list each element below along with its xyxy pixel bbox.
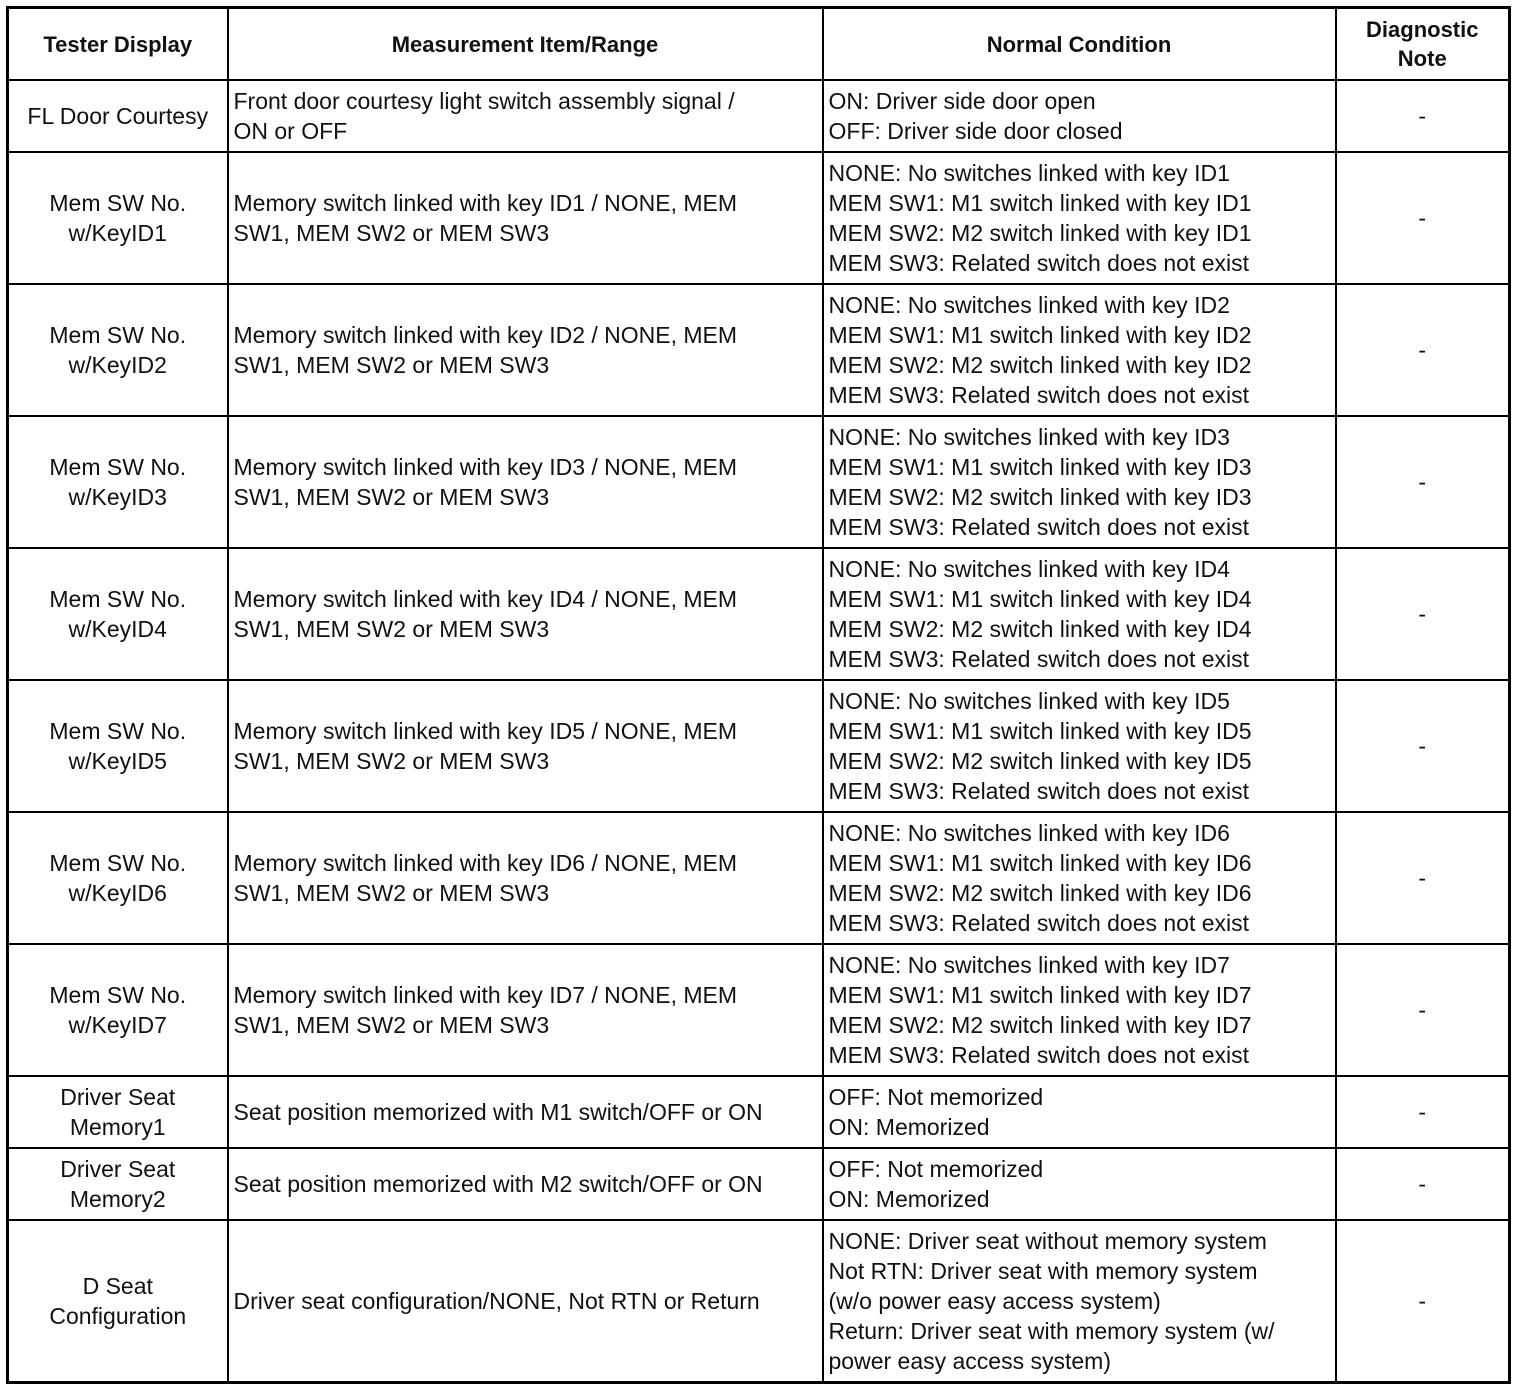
measurement-item-cell-line: SW1, MEM SW2 or MEM SW3 [233, 352, 550, 378]
measurement-item-cell-line: Seat position memorized with M1 switch/OFF or ON [233, 1099, 763, 1125]
normal-condition-cell-line: Return: Driver seat with memory system (w/ [828, 1318, 1275, 1344]
measurement-item-cell [228, 1076, 823, 1148]
normal-condition-cell-line: ON: Memorized [828, 1114, 990, 1140]
diagnostic-note-cell: - [1336, 284, 1510, 416]
normal-condition-cell-line: MEM SW1: M1 switch linked with key ID3 [828, 454, 1252, 480]
tester-display-cell [8, 416, 228, 548]
normal-condition-cell-line: MEM SW1: M1 switch linked with key ID6 [828, 850, 1252, 876]
tester-display-cell [8, 680, 228, 812]
header-diagnostic-note [1336, 8, 1510, 81]
measurement-item-cell-line: Memory switch linked with key ID3 / NONE, MEM [233, 454, 738, 480]
measurement-item-cell-line: SW1, MEM SW2 or MEM SW3 [233, 748, 550, 774]
table-body [8, 80, 1510, 1383]
normal-condition-cell-line: MEM SW2: M2 switch linked with key ID3 [828, 484, 1252, 510]
table-row [8, 812, 1510, 944]
measurement-item-cell [228, 152, 823, 284]
measurement-item-cell-line: Driver seat configuration/NONE, Not RTN or Return [233, 1288, 760, 1314]
diagnostic-note-cell: - [1336, 1076, 1510, 1148]
tester-display-cell [8, 812, 228, 944]
normal-condition-cell [823, 152, 1336, 284]
normal-condition-cell-line: NONE: No switches linked with key ID1 [828, 160, 1230, 186]
diagnostic-note-cell: - [1336, 152, 1510, 284]
diagnostic-note-cell: - [1336, 944, 1510, 1076]
tester-display-cell [8, 1148, 228, 1220]
table-row [8, 284, 1510, 416]
measurement-item-cell [228, 944, 823, 1076]
measurement-item-cell [228, 284, 823, 416]
normal-condition-cell-line: NONE: No switches linked with key ID7 [828, 952, 1230, 978]
normal-condition-cell-line: MEM SW2: M2 switch linked with key ID2 [828, 352, 1252, 378]
tester-display-cell [8, 284, 228, 416]
measurement-item-cell [228, 812, 823, 944]
tester-display-cell-line: w/KeyID2 [68, 352, 167, 378]
measurement-item-cell-line: Memory switch linked with key ID7 / NONE, MEM [233, 982, 738, 1008]
diagnostic-note-cell: - [1336, 80, 1510, 152]
tester-display-cell-line: Memory1 [69, 1114, 166, 1140]
normal-condition-cell-line: MEM SW3: Related switch does not exist [828, 646, 1250, 672]
measurement-item-cell-line: ON or OFF [233, 118, 348, 144]
tester-display-cell [8, 1220, 228, 1383]
normal-condition-cell [823, 944, 1336, 1076]
table-row [8, 1076, 1510, 1148]
data-list-table [6, 6, 1511, 1384]
normal-condition-cell-line: (w/o power easy access system) [828, 1288, 1161, 1314]
normal-condition-cell-line: OFF: Driver side door closed [828, 118, 1123, 144]
tester-display-cell-line: Mem SW No. [49, 190, 187, 216]
header-normal-condition: Normal Condition [823, 8, 1336, 81]
tester-display-cell-line: w/KeyID7 [68, 1012, 167, 1038]
tester-display-cell-line: w/KeyID5 [68, 748, 167, 774]
measurement-item-cell-line: Memory switch linked with key ID5 / NONE, MEM [233, 718, 738, 744]
tester-display-cell-line: Mem SW No. [49, 454, 187, 480]
normal-condition-cell-line: NONE: No switches linked with key ID5 [828, 688, 1230, 714]
normal-condition-cell-line: MEM SW1: M1 switch linked with key ID2 [828, 322, 1252, 348]
normal-condition-cell-line: OFF: Not memorized [828, 1084, 1044, 1110]
normal-condition-cell-line: ON: Driver side door open [828, 88, 1096, 114]
tester-display-cell [8, 1076, 228, 1148]
normal-condition-cell-line: MEM SW3: Related switch does not exist [828, 778, 1250, 804]
tester-display-cell-line: w/KeyID4 [68, 616, 167, 642]
normal-condition-cell [823, 416, 1336, 548]
normal-condition-cell [823, 80, 1336, 152]
normal-condition-cell-line: NONE: No switches linked with key ID2 [828, 292, 1230, 318]
normal-condition-cell-line: NONE: Driver seat without memory system [828, 1228, 1267, 1254]
measurement-item-cell [228, 548, 823, 680]
normal-condition-cell-line: NONE: No switches linked with key ID6 [828, 820, 1230, 846]
table-row [8, 1148, 1510, 1220]
measurement-item-cell-line: SW1, MEM SW2 or MEM SW3 [233, 220, 550, 246]
measurement-item-cell [228, 1220, 823, 1383]
tester-display-cell-line: Mem SW No. [49, 322, 187, 348]
diagnostic-note-cell: - [1336, 812, 1510, 944]
tester-display-cell-line: w/KeyID6 [68, 880, 167, 906]
tester-display-cell [8, 80, 228, 152]
normal-condition-cell-line: MEM SW3: Related switch does not exist [828, 250, 1250, 276]
normal-condition-cell-line: MEM SW3: Related switch does not exist [828, 514, 1250, 540]
table-row [8, 548, 1510, 680]
measurement-item-cell [228, 80, 823, 152]
normal-condition-cell-line: MEM SW1: M1 switch linked with key ID7 [828, 982, 1252, 1008]
measurement-item-cell-line: SW1, MEM SW2 or MEM SW3 [233, 880, 550, 906]
tester-display-cell-line: FL Door Courtesy [27, 103, 209, 129]
normal-condition-cell-line: MEM SW2: M2 switch linked with key ID1 [828, 220, 1252, 246]
measurement-item-cell-line: Seat position memorized with M2 switch/OFF or ON [233, 1171, 763, 1197]
table-row [8, 1220, 1510, 1383]
tester-display-cell-line: w/KeyID1 [68, 220, 167, 246]
normal-condition-cell [823, 1220, 1336, 1383]
header-measurement-item: Measurement Item/Range [228, 8, 823, 81]
table-row [8, 80, 1510, 152]
tester-display-cell-line: D Seat [82, 1273, 153, 1299]
tester-display-cell [8, 944, 228, 1076]
diagnostic-note-cell: - [1336, 548, 1510, 680]
tester-display-cell-line: Driver Seat [60, 1084, 176, 1110]
tester-display-cell [8, 152, 228, 284]
normal-condition-cell-line: Not RTN: Driver seat with memory system [828, 1258, 1258, 1284]
measurement-item-cell-line: SW1, MEM SW2 or MEM SW3 [233, 616, 550, 642]
measurement-item-cell-line: Memory switch linked with key ID6 / NONE, MEM [233, 850, 738, 876]
normal-condition-cell-line: MEM SW3: Related switch does not exist [828, 382, 1250, 408]
tester-display-cell-line: Mem SW No. [49, 850, 187, 876]
tester-display-cell-line: Mem SW No. [49, 982, 187, 1008]
table-row [8, 944, 1510, 1076]
table-row [8, 416, 1510, 548]
table-row [8, 680, 1510, 812]
measurement-item-cell [228, 1148, 823, 1220]
measurement-item-cell-line: Memory switch linked with key ID1 / NONE, MEM [233, 190, 738, 216]
normal-condition-cell [823, 1148, 1336, 1220]
measurement-item-cell [228, 416, 823, 548]
measurement-item-cell [228, 680, 823, 812]
normal-condition-cell-line: power easy access system) [828, 1348, 1111, 1374]
normal-condition-cell-line: NONE: No switches linked with key ID3 [828, 424, 1230, 450]
tester-display-cell-line: Memory2 [69, 1186, 166, 1212]
normal-condition-cell-line: MEM SW2: M2 switch linked with key ID6 [828, 880, 1252, 906]
normal-condition-cell-line: ON: Memorized [828, 1186, 990, 1212]
diagnostic-note-cell: - [1336, 1220, 1510, 1383]
measurement-item-cell-line: Memory switch linked with key ID2 / NONE, MEM [233, 322, 738, 348]
tester-display-cell-line: Mem SW No. [49, 718, 187, 744]
normal-condition-cell-line: MEM SW2: M2 switch linked with key ID7 [828, 1012, 1252, 1038]
normal-condition-cell-line: MEM SW2: M2 switch linked with key ID5 [828, 748, 1252, 774]
measurement-item-cell-line: Front door courtesy light switch assembly signal / [233, 88, 735, 114]
header-tester-display: Tester Display [8, 8, 228, 81]
normal-condition-cell-line: MEM SW1: M1 switch linked with key ID1 [828, 190, 1252, 216]
header-diagnostic-note-line2: Note [1397, 46, 1447, 71]
measurement-item-cell-line: SW1, MEM SW2 or MEM SW3 [233, 484, 550, 510]
table-row [8, 152, 1510, 284]
normal-condition-cell [823, 548, 1336, 680]
normal-condition-cell-line: MEM SW1: M1 switch linked with key ID4 [828, 586, 1252, 612]
tester-display-cell-line: Driver Seat [60, 1156, 176, 1182]
measurement-item-cell-line: SW1, MEM SW2 or MEM SW3 [233, 1012, 550, 1038]
tester-display-cell-line: w/KeyID3 [68, 484, 167, 510]
normal-condition-cell-line: MEM SW2: M2 switch linked with key ID4 [828, 616, 1252, 642]
normal-condition-cell-line: MEM SW1: M1 switch linked with key ID5 [828, 718, 1252, 744]
normal-condition-cell-line: MEM SW3: Related switch does not exist [828, 1042, 1250, 1068]
measurement-item-cell-line: Memory switch linked with key ID4 / NONE, MEM [233, 586, 738, 612]
header-row [8, 8, 1510, 81]
normal-condition-cell-line: OFF: Not memorized [828, 1156, 1044, 1182]
normal-condition-cell [823, 680, 1336, 812]
normal-condition-cell-line: MEM SW3: Related switch does not exist [828, 910, 1250, 936]
normal-condition-cell [823, 1076, 1336, 1148]
tester-display-cell-line: Mem SW No. [49, 586, 187, 612]
tester-display-cell [8, 548, 228, 680]
diagnostic-note-cell: - [1336, 416, 1510, 548]
header-diagnostic-note-line1: Diagnostic [1366, 17, 1479, 42]
tester-display-cell-line: Configuration [49, 1303, 187, 1329]
normal-condition-cell [823, 284, 1336, 416]
diagnostic-note-cell: - [1336, 680, 1510, 812]
diagnostic-note-cell: - [1336, 1148, 1510, 1220]
normal-condition-cell-line: NONE: No switches linked with key ID4 [828, 556, 1230, 582]
normal-condition-cell [823, 812, 1336, 944]
